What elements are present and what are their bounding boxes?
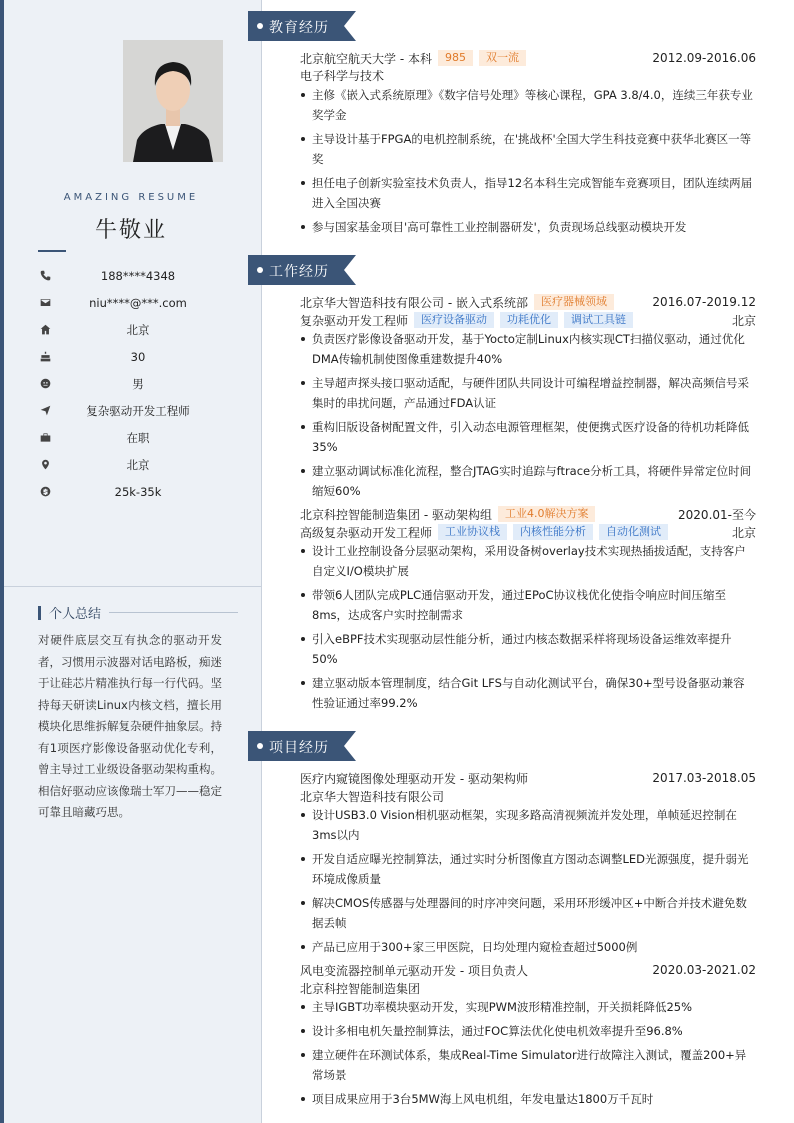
list-item: 负责医疗影像设备驱动开发，基于Yocto定制Linux内核实现CT扫描仪驱动，通过优化DMA传输机制使图像重建数提升40% [300, 329, 756, 369]
skill-tag: 医疗设备驱动 [414, 312, 494, 328]
list-item: 设计工业控制设备分层驱动架构，采用设备树overlay技术实现热插拔适配，支持客户自定义I/O模块扩展 [300, 541, 756, 581]
skill-tag: 工业协议栈 [438, 524, 507, 540]
industry-badge: 工业4.0解决方案 [498, 506, 596, 522]
info-phone: 188****4348 [38, 262, 238, 289]
list-item: 引入eBPF技术实现驱动层性能分析，通过内核态数据采样将现场设备运维效率提升50% [300, 629, 756, 669]
list-item: 建立驱动版本管理制度，结合Git LFS与自动化测试平台，确保30+型号设备驱动兼容性验证通过率99.2% [300, 673, 756, 713]
bullet-dot-icon [257, 743, 263, 749]
work-1-role: 复杂驱动开发工程师 医疗设备驱动 功耗优化 调试工具链 北京 [300, 313, 756, 328]
badge-double-first-class: 双一流 [479, 50, 526, 66]
work-2-role: 高级复杂驱动开发工程师 工业协议栈 内核性能分析 自动化测试 北京 [300, 525, 756, 540]
project-2-bullets [300, 997, 756, 1113]
name-underline [38, 250, 66, 252]
list-item: 开发自适应曝光控制算法，通过实时分析图像直方图动态调整LED光源强度，提升弱光环境成像质量 [300, 849, 756, 889]
heading-accent-bar [38, 606, 41, 620]
project-1-header: 医疗内窥镜图像处理驱动开发 - 驱动架构师 2017.03-2018.05 [300, 771, 756, 786]
list-item: 设计多相电机矢量控制算法，通过FOC算法优化使电机效率提升至96.8% [300, 1021, 756, 1041]
bullet-dot-icon [257, 267, 263, 273]
list-item: 重构旧版设备树配置文件，引入动态电源管理框架，使便携式医疗设备的待机功耗降低35% [300, 417, 756, 457]
list-item: 参与国家基金项目'高可靠性工业控制器研发'，负责现场总线驱动模块开发 [300, 217, 756, 237]
info-salary: 25k-35k [38, 478, 238, 505]
list-item: 产品已应用于300+家三甲医院，日均处理内窥检查超过5000例 [300, 937, 756, 957]
resume-tagline: AMAZING RESUME [63, 192, 199, 203]
face-icon [38, 377, 52, 391]
skill-tag: 内核性能分析 [513, 524, 593, 540]
money-icon [38, 485, 52, 499]
list-item: 主导设计基于FPGA的电机控制系统，在'挑战杯'全国大学生科技竞赛中获华北赛区一等奖 [300, 129, 756, 169]
briefcase-icon [38, 431, 52, 445]
sidebar [0, 0, 262, 1123]
mail-icon [38, 296, 52, 310]
info-email: niu****@***.com [38, 289, 238, 316]
list-item: 主导IGBT功率模块驱动开发，实现PWM波形精准控制，开关损耗降低25% [300, 997, 756, 1017]
location-icon [38, 458, 52, 472]
industry-badge: 医疗器械领域 [534, 294, 614, 310]
education-header: 北京航空航天大学 - 本科 985 双一流 2012.09-2016.06 [300, 51, 756, 66]
education-bullets [300, 85, 756, 241]
project-2-header: 风电变流器控制单元驱动开发 - 项目负责人 2020.03-2021.02 [300, 963, 756, 978]
skill-tag: 调试工具链 [564, 312, 633, 328]
summary-text: 对硬件底层交互有执念的驱动开发者，习惯用示波器对话电路板，痴迷于让硅芯片精准执行每一行代码。坚持每天研读Linux内核文档，擅长用模块化思维拆解复杂硬件抽象层。持有1项医疗影像设备驱动优化专利，曾主导过工业级设备驱动架构重构。相信好驱动应该像瑞士军刀——稳定可靠且暗藏巧思。 [38, 633, 222, 819]
project-1-org: 北京华大智造科技有限公司 [300, 789, 445, 804]
list-item: 建立驱动调试标准化流程，整合JTAG实时追踪与ftrace分析工具，将硬件异常定位时间缩短60% [300, 461, 756, 501]
home-icon [38, 323, 52, 337]
work-1-header: 北京华大智造科技有限公司 - 嵌入式系统部 医疗器械领域 2016.07-2019.12 [300, 295, 756, 310]
work-2-bullets [300, 541, 756, 717]
badge-985: 985 [438, 50, 473, 66]
info-status: 在职 [38, 424, 238, 451]
info-age: 30 [38, 343, 238, 370]
info-position: 复杂驱动开发工程师 [38, 397, 238, 424]
bullet-dot-icon [257, 23, 263, 29]
phone-icon [38, 269, 52, 283]
sidebar-divider [4, 586, 262, 587]
project-2-org: 北京科控智能制造集团 [300, 981, 421, 996]
cake-icon [38, 350, 52, 364]
main-content: 教育经历 北京航空航天大学 - 本科 985 双一流 2012.09-2016.06 电子科学与技术 主修《嵌入式系统原理》《数字信号处理》等核心课程，GPA 3.8/4.0，连续三年获专业奖学金 主导设计基于FPGA的电机控制系统，在'挑战杯'全国大学生科技竞赛中获华北赛区一等奖 担任电子创新实验室技术负责人，指导12名本科生完成智能车竞赛项目，团队连续两届进入全国决赛 参与国家基金项目'高可靠性工业控制器研发'，负责现场总线驱动模块开发 工作经历 北京华大智造科技有限公司 - 嵌入式系统部 医疗器械领域 2016.07-2019.12 复杂驱动开发工程师 医疗设备驱动 功耗优化 调试工具链 北京 负责医疗影像设备驱动开发，基于Yocto定制Linux内核实现CT扫描仪驱动，通过优化DMA传输机制使图像重建数提升40% 主导超声探头接口驱动适配，与硬件团队共同设计可编程增益控制器，解决高频信号采集时的串扰问题，产品通过FDA认证 重构旧版设备树配置文件，引入动态电源管理框架，使便携式医疗设备的待机功耗降低35% 建立驱动调试标准化流程，整合JTAG实时追踪与ftrace分析工具，将硬件异常定位时间缩短60% 北京科控智能制造集团 - 驱动架构组 工业4.0解决方案 2020.01-至今 高级复杂驱动开发工程师 工业协议栈 内核性能分析 自动化测试 北京 设计工业控制设备分层驱动架构，采用设备树overlay技术实现热插拔适配，支持客户自定义I/O模块扩展 带领6人团队完成PLC通信驱动开发，通过EPoC协议栈优化使指令响应时间压缩至8ms，达成客户实时控制需求 引入eBPF技术实现驱动层性能分析，通过内核态数据采样将现场设备运维效率提升50% 建立驱动版本管理制度，结合Git LFS与自动化测试平台，确保30+型号设备驱动兼容性验证通过率99.2% 项目经历 医疗内窥镜图像处理驱动开发 - 驱动架构师 2017.03-2018.05 北京华大智造科技有限公司 设计USB3.0 Vision相机驱动框架，实现多路高清视频流并发处理，单帧延迟控制在3ms以内 开发自适应曝光控制算法，通过实时分析图像直方图动态调整LED光源强度，提升弱光环境成像质量 解决CMOS传感器与处理器间的时序冲突问题，采用环形缓冲区+中断合并技术避免数据丢帧 产品已应用于300+家三甲医院，日均处理内窥检查超过5000例 风电变流器控制单元驱动开发 - 项目负责人 2020.03-2021.02 北京科控智能制造集团 主导IGBT功率模块驱动开发，实现PWM波形精准控制，开关损耗降低25% 设计多相电机矢量控制算法，通过FOC算法优化使电机效率提升至96.8% 建立硬件在环测试体系，集成Real-Time Simulator进行故障注入测试，覆盖200+异常场景 项目成果应用于3台5MW海上风电机组，年发电量达1800万千瓦时 [262, 0, 794, 1123]
list-item: 主导超声探头接口驱动适配，与硬件团队共同设计可编程增益控制器，解决高频信号采集时的串扰问题，产品通过FDA认证 [300, 373, 756, 413]
skill-tag: 功耗优化 [500, 312, 558, 328]
profile-photo [123, 40, 223, 162]
info-location: 北京 [38, 451, 238, 478]
skill-tag: 自动化测试 [599, 524, 668, 540]
list-item: 项目成果应用于3台5MW海上风电机组，年发电量达1800万千瓦时 [300, 1089, 756, 1109]
list-item: 解决CMOS传感器与处理器间的时序冲突问题，采用环形缓冲区+中断合并技术避免数据丢帧 [300, 893, 756, 933]
heading-rule [109, 612, 238, 613]
summary-heading: 个人总结 [38, 603, 238, 622]
work-2-header: 北京科控智能制造集团 - 驱动架构组 工业4.0解决方案 2020.01-至今 [300, 507, 756, 522]
info-gender: 男 [38, 370, 238, 397]
send-icon [38, 404, 52, 418]
list-item: 带领6人团队完成PLC通信驱动开发，通过EPoC协议栈优化使指令响应时间压缩至8ms，达成客户实时控制需求 [300, 585, 756, 625]
list-item: 主修《嵌入式系统原理》《数字信号处理》等核心课程，GPA 3.8/4.0，连续三年获专业奖学金 [300, 85, 756, 125]
list-item: 建立硬件在环测试体系，集成Real-Time Simulator进行故障注入测试，覆盖200+异常场景 [300, 1045, 756, 1085]
list-item: 担任电子创新实验室技术负责人，指导12名本科生完成智能车竞赛项目，团队连续两届进入全国决赛 [300, 173, 756, 213]
info-city: 北京 [38, 316, 238, 343]
list-item: 设计USB3.0 Vision相机驱动框架，实现多路高清视频流并发处理，单帧延迟控制在3ms以内 [300, 805, 756, 845]
project-1-bullets [300, 805, 756, 961]
work-1-bullets [300, 329, 756, 505]
contact-info-list [38, 262, 238, 505]
education-major: 电子科学与技术 [300, 68, 385, 83]
candidate-name: 牛敬业 [94, 218, 167, 243]
